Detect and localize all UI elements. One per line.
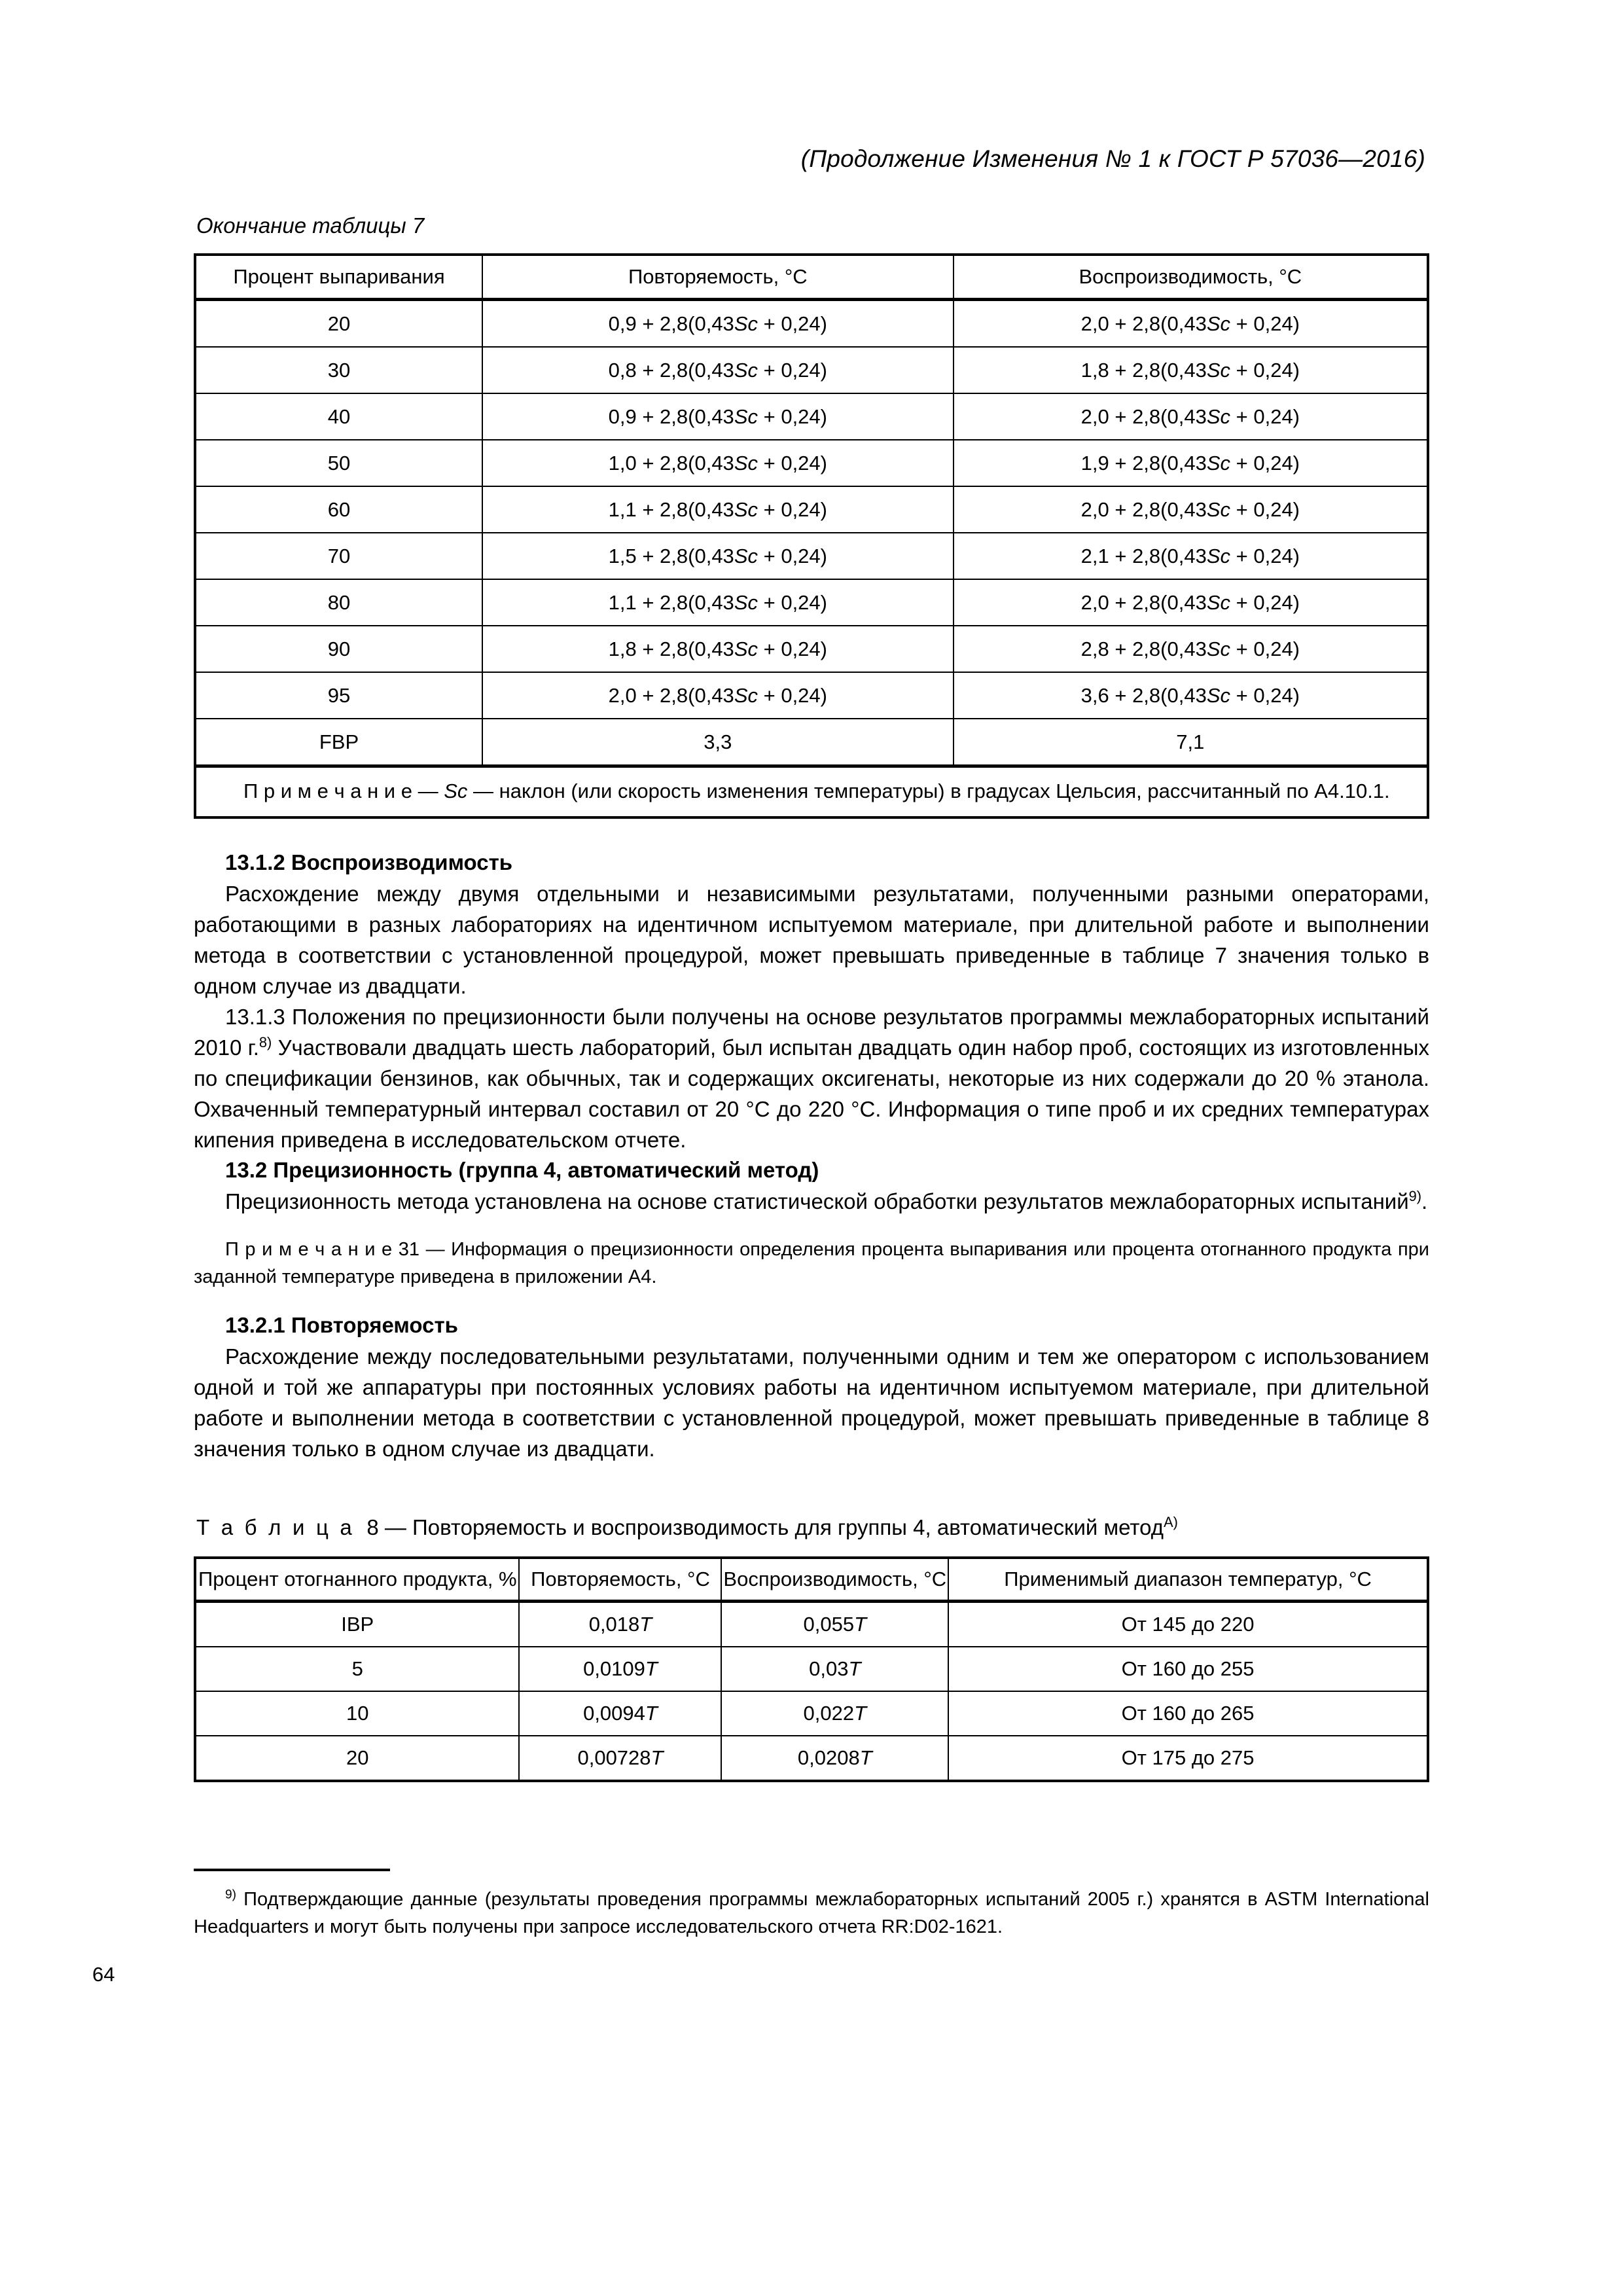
table8-cell-2: 0,055T: [721, 1602, 948, 1647]
table8-col-header-3: Применимый диапазон температур, °C: [948, 1558, 1428, 1602]
table-row: [195, 440, 1428, 486]
section-13-2-1-body: Расхождение между последовательными результатами, полученными одним и тем же оператором с использованием одной и той же аппаратуры при постоянных условиях работы на идентичном испытуемом материале, при длительной работе и выполнении метода в соответствии с установленной процедурой, может превышать приведенные в таблице 8 значения только в одном случае из двадцати.: [194, 1344, 1429, 1462]
table8-cell-2: 0,03T: [721, 1647, 948, 1691]
table7-cell-2: 1,8 + 2,8(0,43Sc + 0,24): [954, 347, 1428, 393]
table7-cell-0: 95: [195, 672, 482, 719]
section-13-1-3-text-b: Участвовали двадцать шесть лабораторий, был испытан двадцать один набор проб, состоящих из изготовленных по спецификации бензинов, как обычных, так и содержащих оксигенаты, некоторые из них содержали до 20 % этанола. Охваченный температурный интервал составил от 20 °C до 220 °C. Информация о типе проб и их средних температурах кипения приведена в исследовательском отчете.: [194, 1035, 1429, 1152]
table8-cell-3: От 160 до 265: [948, 1691, 1428, 1736]
table8-caption-text: — Повторяемость и воспроизводимость для группы 4, автоматический метод: [378, 1515, 1164, 1540]
table7-cell-1: 0,8 + 2,8(0,43Sc + 0,24): [482, 347, 954, 393]
table7-cell-1: 2,0 + 2,8(0,43Sc + 0,24): [482, 672, 954, 719]
table8-cell-3: От 145 до 220: [948, 1602, 1428, 1647]
section-13-2-1-title: 13.2.1 Повторяемость: [225, 1313, 458, 1338]
table7-cell-0: 20: [195, 300, 482, 348]
table-row: [195, 1736, 1428, 1781]
table7-cell-1: 3,3: [482, 719, 954, 766]
table7-cell-2: 2,8 + 2,8(0,43Sc + 0,24): [954, 626, 1428, 672]
table7-cell-1: 1,5 + 2,8(0,43Sc + 0,24): [482, 533, 954, 579]
table7-cell-2: 3,6 + 2,8(0,43Sc + 0,24): [954, 672, 1428, 719]
note-31-block: [194, 1236, 1429, 1291]
section-13-1-3-text-a: 13.1.3 Положения по прецизионности были получены на основе результатов программы межлабораторных испытаний 2010 г.: [194, 1004, 1429, 1060]
table8-col-header-2: Воспроизводимость, °C: [721, 1558, 948, 1602]
table7-cell-0: 90: [195, 626, 482, 672]
table7-col-header-1: Повторяемость, °C: [482, 255, 954, 300]
table8-cell-3: От 160 до 255: [948, 1647, 1428, 1691]
table7-note-row: [195, 766, 1428, 818]
table-row: [195, 347, 1428, 393]
table7-cell-2: 2,0 + 2,8(0,43Sc + 0,24): [954, 486, 1428, 533]
table7-col-header-0: Процент выпаривания: [195, 255, 482, 300]
table8-cell-1: 0,0109T: [519, 1647, 721, 1691]
table7-col-header-2: Воспроизводимость, °C: [954, 255, 1428, 300]
table8-cell-2: 0,0208T: [721, 1736, 948, 1781]
section-13-2-title: 13.2 Прецизионность (группа 4, автоматический метод): [225, 1158, 819, 1183]
table7-cell-0: 30: [195, 347, 482, 393]
table7-cell-0: 40: [195, 393, 482, 440]
table-row: [195, 719, 1428, 766]
table8-cell-0: 10: [195, 1691, 519, 1736]
table8-caption: [194, 1515, 1429, 1540]
section-13-1-2-body: Расхождение между двумя отдельными и независимыми результатами, полученными разными операторами, работающими в разных лабораториях на идентичном испытуемом материале, при длительной работе и выполнении метода в соответствии с установленной процедурой, может превышать приведенные в таблице 7 значения только в одном случае из двадцати.: [194, 881, 1429, 998]
table7-cell-2: 2,0 + 2,8(0,43Sc + 0,24): [954, 393, 1428, 440]
table-8: [194, 1556, 1429, 1782]
table7-cell-2: 2,0 + 2,8(0,43Sc + 0,24): [954, 579, 1428, 626]
table-row: [195, 486, 1428, 533]
running-head: (Продолжение Изменения № 1 к ГОСТ Р 57036—2016): [800, 145, 1425, 172]
table8-cell-1: 0,018T: [519, 1602, 721, 1647]
page-number: 64: [92, 1963, 115, 1986]
note-31: [194, 1236, 1429, 1291]
footnote-ref-9: 9): [1408, 1187, 1422, 1204]
table7-cell-1: 1,1 + 2,8(0,43Sc + 0,24): [482, 486, 954, 533]
table7-cell-2: 7,1: [954, 719, 1428, 766]
table8-cell-1: 0,0094T: [519, 1691, 721, 1736]
table-7: [194, 253, 1429, 819]
table-row: [195, 1647, 1428, 1691]
table7-cell-2: 2,1 + 2,8(0,43Sc + 0,24): [954, 533, 1428, 579]
footnote-text: Подтверждающие данные (результаты проведения программы межлабораторных испытаний 2005 г.) хранятся в ASTM International Headquarters и могут быть получены при запросе исследовательского отчета RR:D02-1621.: [194, 1889, 1429, 1938]
table-row: [195, 672, 1428, 719]
table8-cell-2: 0,022T: [721, 1691, 948, 1736]
note-31-label: П р и м е ч а н и е 31: [225, 1238, 419, 1260]
table8-header-row: [195, 1558, 1428, 1602]
table7-cell-0: 70: [195, 533, 482, 579]
table-row: [195, 1691, 1428, 1736]
footnote-marker-9: 9): [225, 1888, 237, 1902]
table7-note-text: — Sc — наклон (или скорость изменения температуры) в градусах Цельсия, рассчитанный по A4.10.1.: [412, 780, 1390, 802]
table8-cell-0: 5: [195, 1647, 519, 1691]
table7-cell-0: FBP: [195, 719, 482, 766]
section-13-1-3-body: [194, 1001, 1429, 1155]
table7-note: [195, 766, 1428, 818]
table8-col-header-1: Повторяемость, °C: [519, 1558, 721, 1602]
table7-cell-1: 1,0 + 2,8(0,43Sc + 0,24): [482, 440, 954, 486]
section-13-2-text-b: .: [1421, 1189, 1428, 1213]
footnote-ref-8: 8): [259, 1033, 272, 1050]
table8-caption-number: 8: [366, 1515, 379, 1540]
table7-header-row: [195, 255, 1428, 300]
table8-cell-0: 20: [195, 1736, 519, 1781]
page-footnote: [194, 1886, 1429, 1941]
table8-cell-3: От 175 до 275: [948, 1736, 1428, 1781]
table-row: [195, 579, 1428, 626]
table7-cell-1: 0,9 + 2,8(0,43Sc + 0,24): [482, 393, 954, 440]
table8-caption-label: Т а б л и ц а: [196, 1515, 355, 1540]
section-13-1-2-title: 13.1.2 Воспроизводимость: [225, 850, 513, 875]
footnote-separator: [194, 1869, 390, 1871]
table8-col-header-0: Процент отогнанного продукта, %: [195, 1558, 519, 1602]
table7-cell-1: 1,8 + 2,8(0,43Sc + 0,24): [482, 626, 954, 672]
table-row: [195, 300, 1428, 348]
table7-cell-1: 1,1 + 2,8(0,43Sc + 0,24): [482, 579, 954, 626]
table7-note-label: П р и м е ч а н и е: [243, 780, 412, 802]
table-row: [195, 393, 1428, 440]
table8-cell-0: IBP: [195, 1602, 519, 1647]
table7-cell-0: 60: [195, 486, 482, 533]
section-13-2-text-a: Прецизионность метода установлена на основе статистической обработки результатов межлабораторных испытаний: [225, 1189, 1409, 1213]
table7-cell-2: 2,0 + 2,8(0,43Sc + 0,24): [954, 300, 1428, 348]
table7-caption: Окончание таблицы 7: [196, 213, 425, 238]
footnote-ref-a: A): [1164, 1514, 1178, 1531]
table-row: [195, 1602, 1428, 1647]
table-row: [195, 626, 1428, 672]
section-13-2-body: [194, 1186, 1429, 1217]
table7-cell-2: 1,9 + 2,8(0,43Sc + 0,24): [954, 440, 1428, 486]
note-31-text: — Информация о прецизионности определения процента выпаривания или процента отогнанного продукта при заданной температуре приведена в приложении A4.: [194, 1238, 1429, 1287]
table-row: [195, 533, 1428, 579]
table7-cell-0: 50: [195, 440, 482, 486]
page-content: [92, 0, 1429, 1986]
table7-cell-1: 0,9 + 2,8(0,43Sc + 0,24): [482, 300, 954, 348]
table7-cell-0: 80: [195, 579, 482, 626]
table8-cell-1: 0,00728T: [519, 1736, 721, 1781]
